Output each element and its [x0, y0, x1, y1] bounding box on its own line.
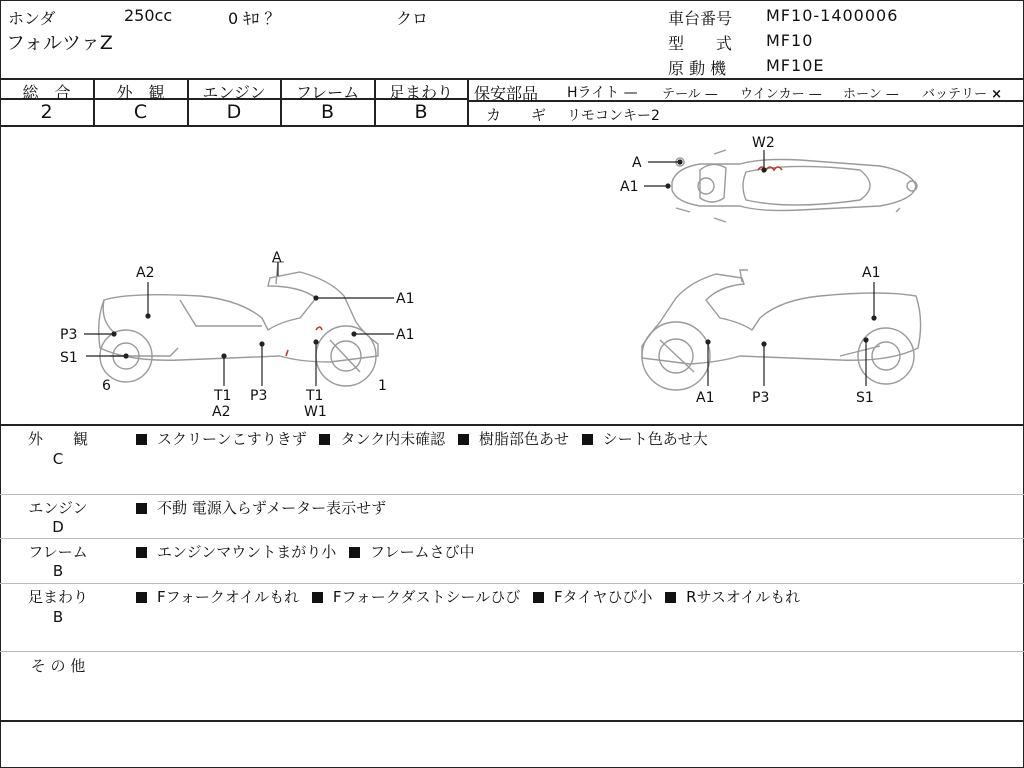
note-frame-label: フレーム: [28, 543, 88, 561]
top-view-scooter: [672, 150, 917, 222]
key-label: カ ギ: [486, 106, 547, 124]
mileage: 0 ｷﾛ ？: [228, 9, 281, 28]
grade-suspension-label: 足まわり: [388, 83, 453, 102]
safety-tail: テール —: [662, 87, 718, 102]
note-suspension-items: Fフォークオイルもれ Fフォークダストシールひび Fタイヤひび小 Rサスオイルもれ: [136, 586, 808, 607]
safety-winker: ウインカー —: [740, 87, 822, 102]
note-suspension-grade: B: [52, 608, 64, 626]
note-engine-items: 不動 電源入らずメーター表示せず: [136, 497, 394, 518]
note-exterior-label: 外 観: [27, 430, 88, 448]
diagram-label: P3: [752, 390, 770, 406]
grade-frame-label: フレーム: [295, 83, 360, 102]
diagram-label: 1: [378, 378, 387, 394]
frame-no: MF10-1400006: [766, 6, 899, 25]
grade-overall-label: 総 合: [22, 83, 71, 102]
divider: [0, 583, 1024, 584]
safety-headlight: Hライト —: [567, 85, 638, 101]
diagram-label: A: [632, 155, 642, 171]
diagram-label: W2: [752, 135, 775, 151]
damage-diagram: [0, 126, 1024, 424]
type-label: 型 式: [668, 34, 733, 53]
safety-horn: ホーン —: [843, 87, 899, 102]
diagram-label: A1: [862, 265, 881, 281]
note-engine-grade: D: [52, 518, 64, 536]
grade-engine-value: D: [226, 101, 242, 123]
diagram-label: T1: [214, 388, 232, 404]
safety-battery: バッテリー ×: [922, 87, 1003, 102]
key-value: リモコンキー2: [567, 108, 660, 124]
diagram-label: P3: [60, 327, 78, 343]
safety-label: 保安部品: [474, 84, 539, 103]
diagram-label: A2: [136, 265, 155, 281]
displacement: 250cc: [124, 6, 173, 25]
grade-exterior-value: C: [133, 101, 148, 123]
color: クロ: [396, 9, 429, 28]
grade-suspension-value: B: [414, 101, 428, 123]
note-exterior-grade: C: [52, 450, 64, 468]
grade-overall-value: 2: [40, 101, 53, 123]
diagram-label: A2: [212, 404, 231, 420]
right-side-scooter: [642, 270, 921, 390]
diagram-label: 6: [102, 378, 111, 394]
note-exterior-items: スクリーンこすりきず タンク内未確認 樹脂部色あせ シート色あせ大: [136, 428, 716, 449]
divider: [0, 720, 1024, 722]
divider: [0, 494, 1024, 495]
diagram-label: A: [272, 250, 282, 266]
divider: [0, 538, 1024, 539]
note-frame-grade: B: [52, 562, 64, 580]
engine-value: MF10E: [766, 56, 825, 75]
note-engine-label: エンジン: [28, 499, 88, 517]
diagram-label: P3: [250, 388, 268, 404]
grade-frame-value: B: [320, 101, 335, 123]
diagram-label: S1: [60, 350, 78, 366]
divider: [0, 424, 1024, 426]
note-frame-items: エンジンマウントまがり小 フレームさび中: [136, 541, 482, 562]
diagram-label: A1: [620, 179, 639, 195]
divider: [467, 78, 469, 125]
note-other-label: そ の 他: [30, 657, 86, 675]
grade-engine-label: エンジン: [202, 83, 266, 102]
engine-label: 原 動 機: [668, 59, 727, 78]
diagram-label: W1: [304, 404, 327, 420]
diagram-label: A1: [396, 327, 415, 343]
model-name: フォルツァZ: [6, 32, 113, 54]
diagram-label: A1: [396, 291, 415, 307]
maker: ホンダ: [8, 9, 56, 28]
type-value: MF10: [766, 31, 814, 50]
diagram-label: S1: [856, 390, 874, 406]
divider: [0, 651, 1024, 652]
diagram-label: T1: [306, 388, 324, 404]
note-suspension-label: 足まわり: [27, 588, 88, 606]
grade-exterior-label: 外 観: [116, 83, 165, 102]
frame-no-label: 車台番号: [668, 9, 733, 28]
diagram-label: A1: [696, 390, 715, 406]
